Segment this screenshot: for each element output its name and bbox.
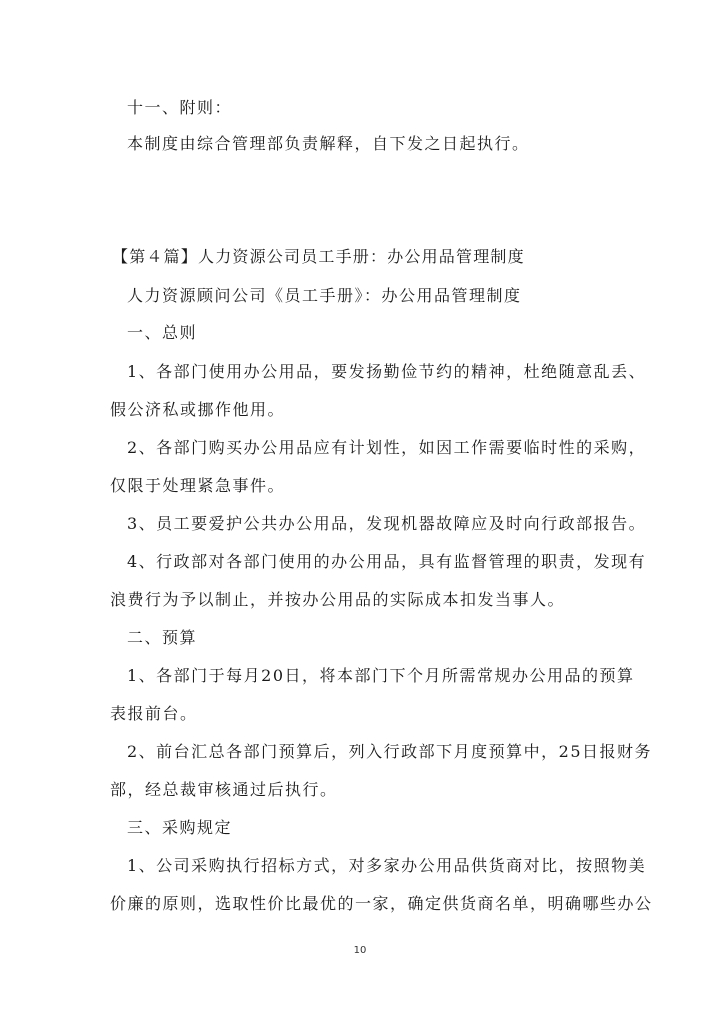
- paragraph-line: 本制度由综合管理部负责解释，自下发之日起执行。: [127, 134, 530, 153]
- paragraph-line: 3、员工要爱护公共办公用品，发现机器故障应及时向行政部报告。: [127, 514, 647, 533]
- section-heading-budget: 二、预算: [127, 628, 198, 647]
- paragraph-line: 2、各部门购买办公用品应有计划性，如因工作需要临时性的采购，: [127, 438, 647, 457]
- paragraph-line: 1、各部门于每月20日，将本部门下个月所需常规办公用品的预算: [127, 666, 635, 685]
- section-heading-appendix: 十一、附则：: [127, 98, 233, 117]
- article-subtitle: 人力资源顾问公司《员工手册》：办公用品管理制度: [127, 286, 522, 305]
- paragraph-line: 部，经总裁审核通过后执行。: [110, 780, 338, 799]
- paragraph-line: 表报前台。: [110, 704, 198, 723]
- section-heading-procurement: 三、采购规定: [127, 818, 233, 837]
- paragraph-line: 仅限于处理紧急事件。: [110, 476, 286, 495]
- section-heading-general: 一、总则: [127, 323, 198, 342]
- paragraph-line: 2、前台汇总各部门预算后，列入行政部下月度预算中，25日报财务: [127, 742, 653, 761]
- paragraph-line: 1、各部门使用办公用品，要发扬勤俭节约的精神，杜绝随意乱丢、: [127, 362, 647, 381]
- article-title: 【第４篇】人力资源公司员工手册：办公用品管理制度: [112, 247, 525, 266]
- paragraph-line: 浪费行为予以制止，并按办公用品的实际成本扣发当事人。: [110, 590, 566, 609]
- paragraph-line: 假公济私或挪作他用。: [110, 400, 286, 419]
- paragraph-line: 1、公司采购执行招标方式，对多家办公用品供货商对比，按照物美: [127, 856, 647, 875]
- page-number: 10: [353, 945, 367, 956]
- paragraph-line: 4、行政部对各部门使用的办公用品，具有监督管理的职责，发现有: [127, 552, 647, 571]
- paragraph-line: 价廉的原则，选取性价比最优的一家，确定供货商名单，明确哪些办公: [110, 894, 653, 913]
